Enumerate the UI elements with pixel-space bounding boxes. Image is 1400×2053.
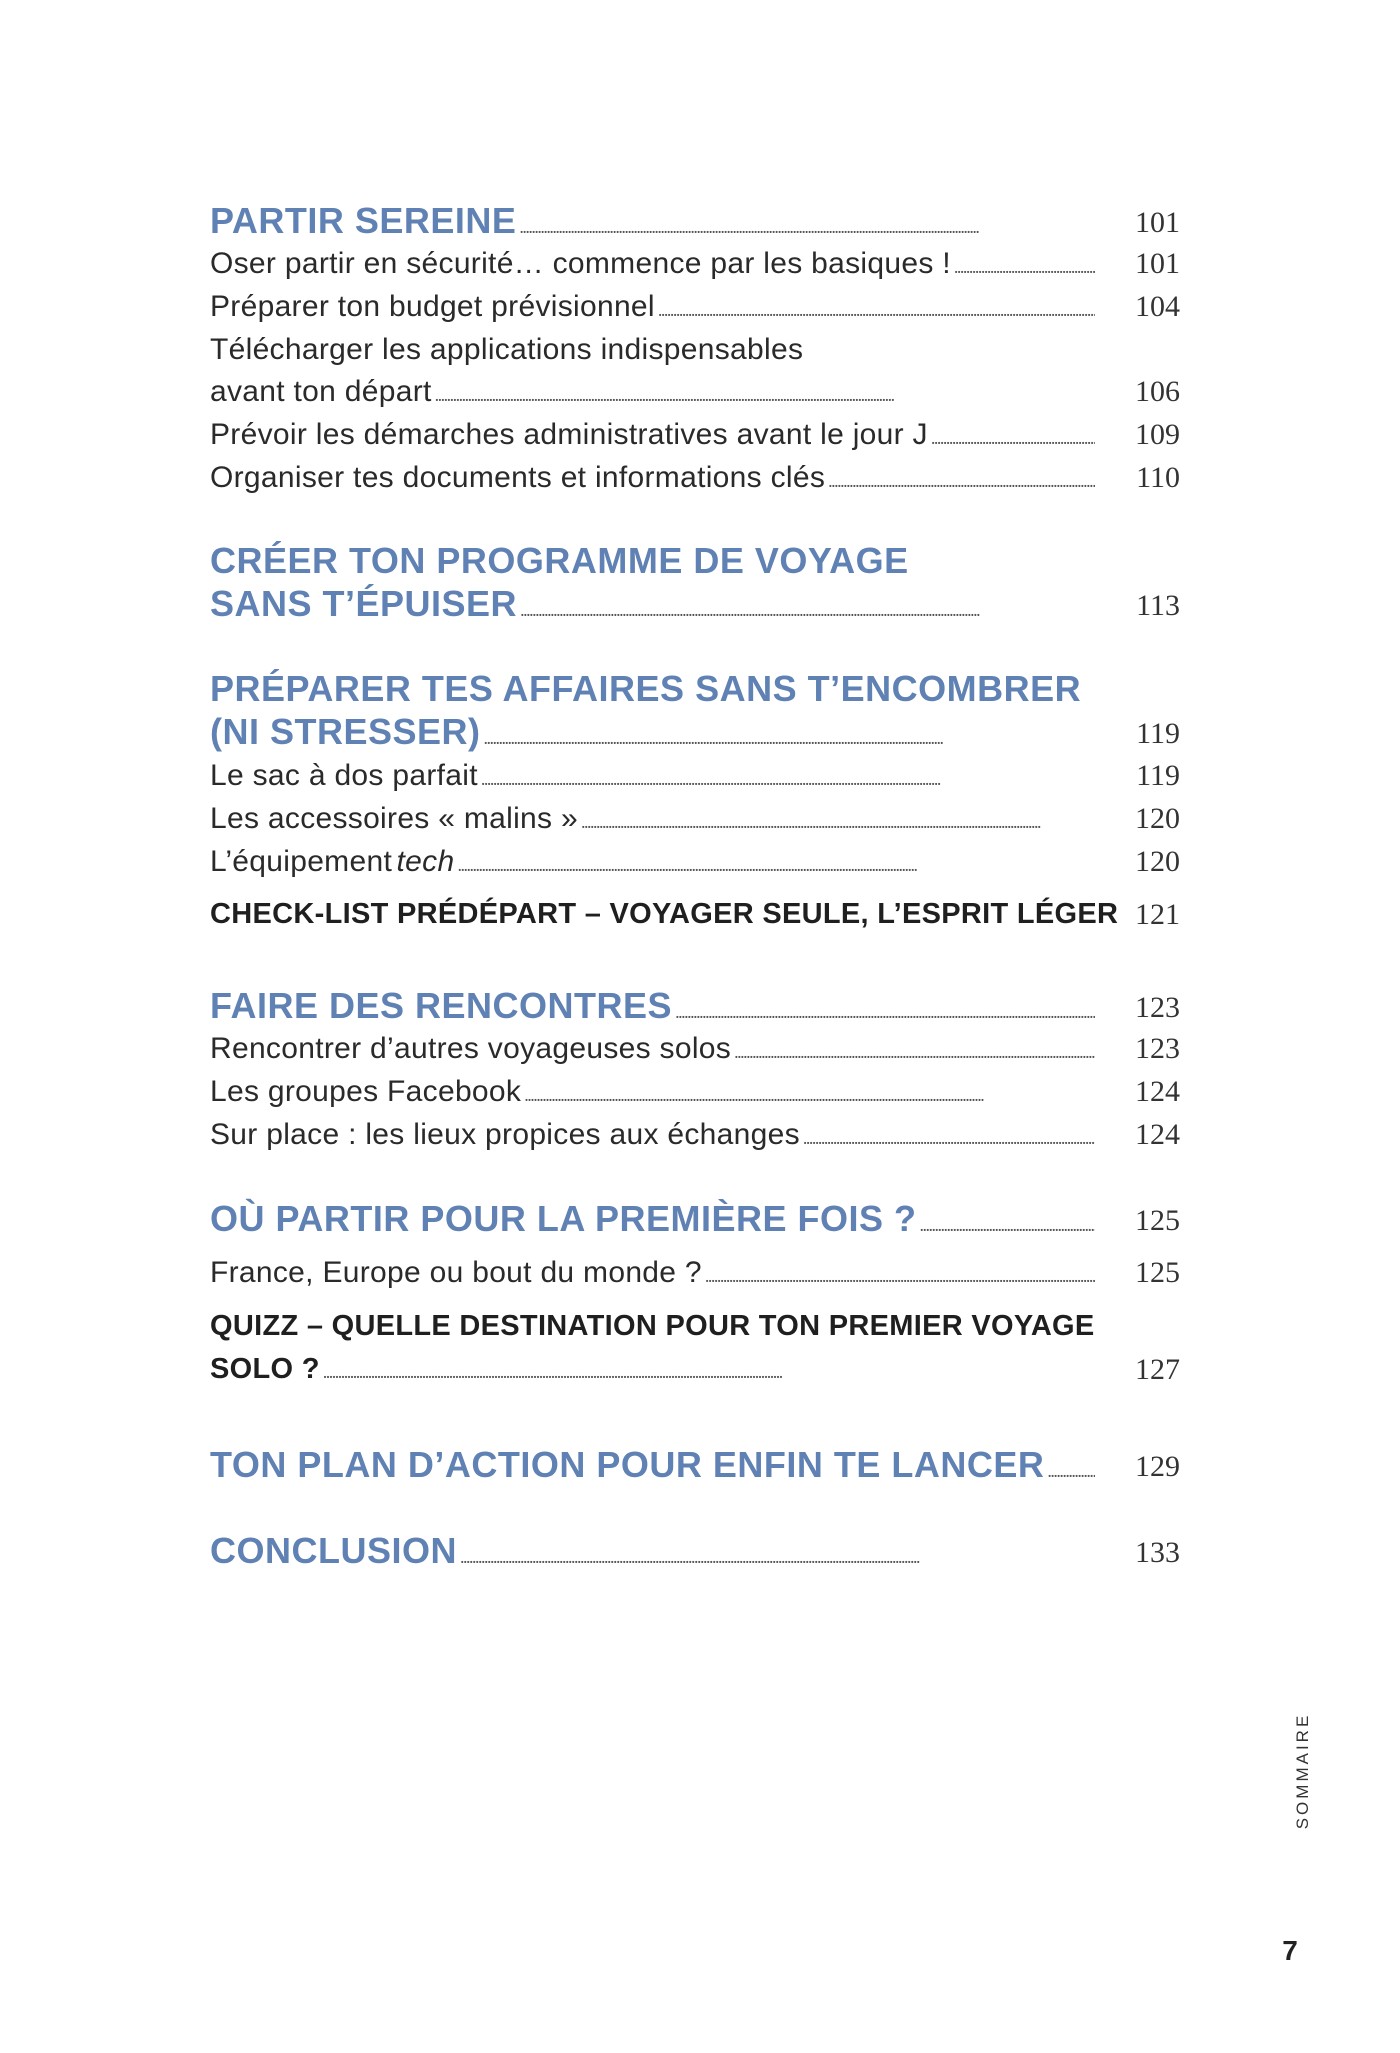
leader-dots xyxy=(435,385,1095,406)
entry-label: France, Europe ou bout du monde ? xyxy=(210,1256,702,1289)
page-number: 124 xyxy=(1135,1075,1180,1108)
leader-dots xyxy=(520,600,1095,621)
toc-entry[interactable] xyxy=(210,1032,1180,1072)
entry-label: Rencontrer d’autres voyageuses solos xyxy=(210,1032,732,1065)
page-number: 101 xyxy=(1135,206,1180,239)
leader-dots xyxy=(675,1002,1095,1023)
entry-label: L’équipement xyxy=(210,845,393,878)
page-number: 127 xyxy=(1135,1353,1180,1386)
toc-chapter-affaires[interactable] xyxy=(210,668,1180,760)
leader-dots xyxy=(481,769,1095,790)
toc-chapter-rencontres[interactable] xyxy=(210,985,1180,1031)
toc-entry[interactable] xyxy=(210,333,1180,417)
toc-entry[interactable] xyxy=(210,802,1180,842)
toc-entry[interactable] xyxy=(210,1075,1180,1115)
leader-dots xyxy=(803,1128,1095,1149)
page-number: 129 xyxy=(1135,1450,1180,1483)
entry-label: Oser partir en sécurité… commence par les basiques ! xyxy=(210,247,951,280)
entry-label: avant ton départ xyxy=(210,375,432,408)
page-number: 123 xyxy=(1135,1032,1180,1065)
running-header xyxy=(1283,1712,1312,1835)
page-number: 106 xyxy=(1135,375,1180,408)
page-number: 104 xyxy=(1135,290,1180,323)
leader-dots xyxy=(954,257,1095,278)
page-number: 120 xyxy=(1135,802,1180,835)
chapter-title: (NI STRESSER) xyxy=(210,711,481,752)
toc-entry[interactable] xyxy=(210,418,1180,458)
toc-chapter-plan-action[interactable] xyxy=(210,1444,1180,1490)
page-number: 119 xyxy=(1136,717,1180,750)
leader-dots xyxy=(323,1362,1085,1383)
chapter-title-line1: PRÉPARER TES AFFAIRES SANS T’ENCOMBRER xyxy=(210,668,1082,709)
entry-label: Préparer ton budget prévisionnel xyxy=(210,290,655,323)
leader-dots xyxy=(457,855,1095,876)
folio-page-number: 7 xyxy=(1282,1935,1298,1966)
toc-chapter-conclusion[interactable] xyxy=(210,1530,1180,1576)
page-number: 113 xyxy=(1136,589,1180,622)
entry-label: Organiser tes documents et informations clés xyxy=(210,461,826,494)
leader-dots xyxy=(484,728,1095,749)
entry-label-line1: Télécharger les applications indispensables xyxy=(210,333,804,366)
toc-entry[interactable] xyxy=(210,1118,1180,1158)
toc-chapter-programme[interactable] xyxy=(210,540,1180,632)
toc-quizz[interactable] xyxy=(210,1310,1180,1394)
chapter-title: PARTIR SEREINE xyxy=(210,200,517,241)
entry-label-line1: QUIZZ – QUELLE DESTINATION POUR TON PREMIER VOYAGE xyxy=(210,1310,1095,1342)
toc-chapter-partir-sereine[interactable] xyxy=(210,200,1180,246)
entry-label: SOLO ? xyxy=(210,1353,320,1385)
page-number: 123 xyxy=(1135,991,1180,1024)
entry-label: Le sac à dos parfait xyxy=(210,759,478,792)
toc-chapter-ou-partir[interactable] xyxy=(210,1198,1180,1244)
chapter-title: OÙ PARTIR POUR LA PREMIÈRE FOIS ? xyxy=(210,1198,917,1239)
page-number: 121 xyxy=(1135,898,1180,931)
leader-dots xyxy=(581,812,1095,833)
toc-entry[interactable] xyxy=(210,290,1180,330)
entry-label: Prévoir les démarches administratives avant le jour J xyxy=(210,418,928,451)
toc-entry[interactable] xyxy=(210,845,1180,885)
leader-dots xyxy=(931,428,1095,449)
leader-dots xyxy=(524,1085,1095,1106)
entry-label: Les accessoires « malins » xyxy=(210,802,578,835)
leader-dots xyxy=(920,1215,1095,1236)
entry-label: Les groupes Facebook xyxy=(210,1075,522,1108)
leader-dots xyxy=(658,300,1095,321)
toc-entry[interactable] xyxy=(210,247,1180,287)
leader-dots xyxy=(828,471,1095,492)
toc-entry[interactable] xyxy=(210,461,1180,501)
page-number: 125 xyxy=(1135,1256,1180,1289)
leader-dots xyxy=(705,1266,1095,1287)
chapter-title: TON PLAN D’ACTION POUR ENFIN TE LANCER xyxy=(210,1444,1045,1485)
page-number: 101 xyxy=(1135,247,1180,280)
page-number: 133 xyxy=(1135,1536,1180,1569)
entry-label-italic: tech xyxy=(396,845,455,878)
leader-dots xyxy=(519,217,1095,238)
side-label: SOMMAIRE xyxy=(1293,1712,1312,1830)
chapter-title-line1: CRÉER TON PROGRAMME DE VOYAGE xyxy=(210,540,909,581)
page-number: 124 xyxy=(1135,1118,1180,1151)
toc-entry[interactable] xyxy=(210,1256,1180,1296)
leader-dots xyxy=(734,1042,1095,1063)
page-number: 125 xyxy=(1135,1204,1180,1237)
entry-label: CHECK-LIST PRÉDÉPART – VOYAGER SEULE, L’ESPRIT LÉGER xyxy=(210,898,1119,930)
page-number: 109 xyxy=(1135,418,1180,451)
chapter-title: CONCLUSION xyxy=(210,1530,457,1571)
toc-checklist[interactable] xyxy=(210,898,1180,938)
chapter-title: FAIRE DES RENCONTRES xyxy=(210,985,673,1026)
page-number: 120 xyxy=(1135,845,1180,878)
page-number: 119 xyxy=(1136,759,1180,792)
toc-entry[interactable] xyxy=(210,759,1180,799)
page-number: 110 xyxy=(1136,461,1180,494)
leader-dots xyxy=(460,1547,1095,1568)
table-of-contents xyxy=(210,0,1180,1700)
entry-label: Sur place : les lieux propices aux échanges xyxy=(210,1118,800,1151)
leader-dots xyxy=(1047,1461,1095,1482)
chapter-title: SANS T’ÉPUISER xyxy=(210,583,518,624)
